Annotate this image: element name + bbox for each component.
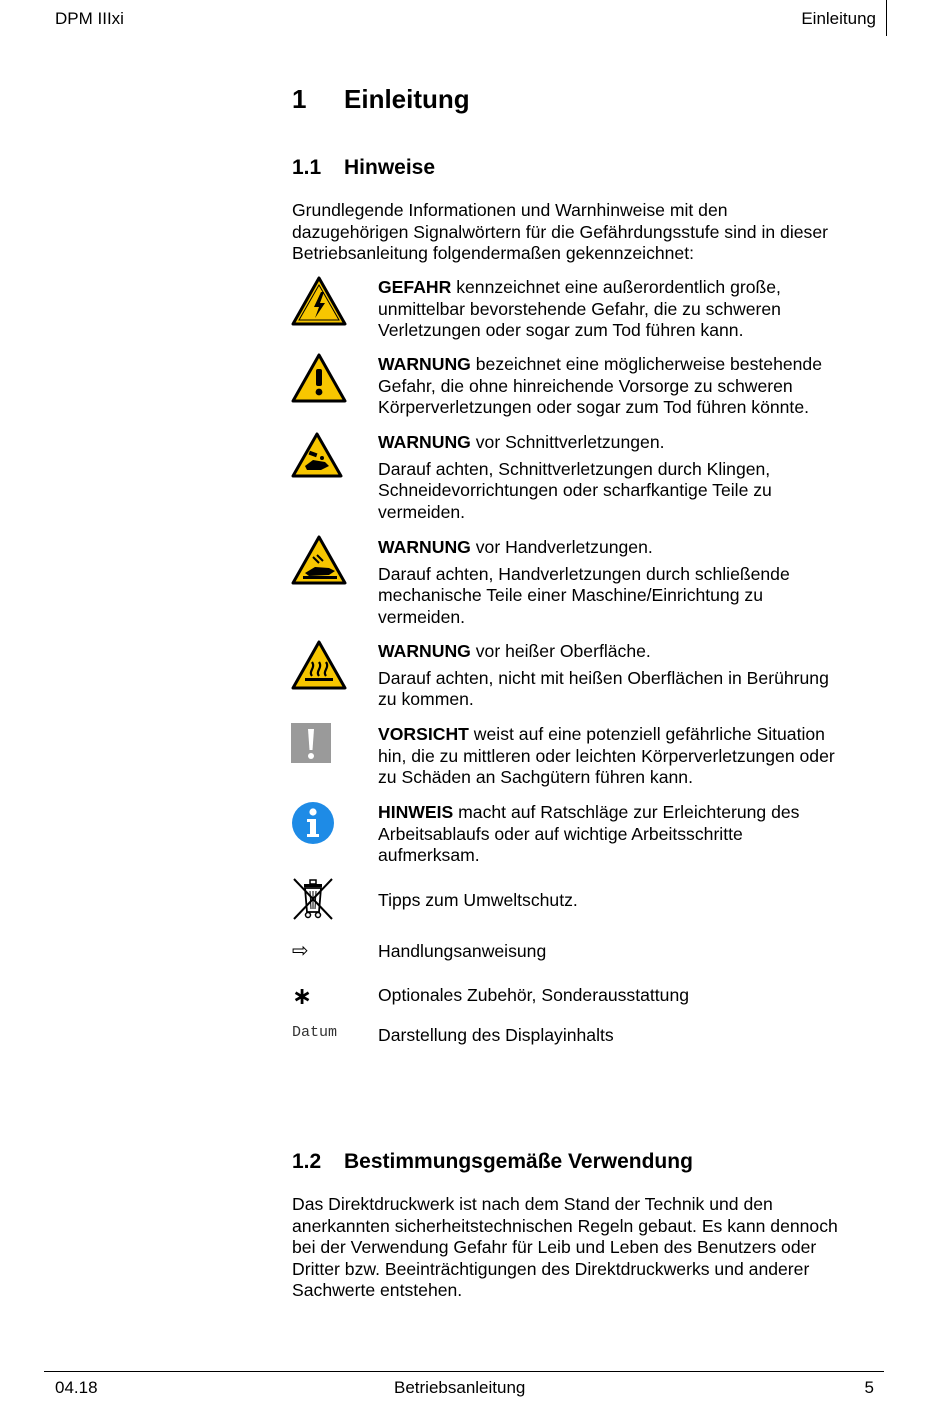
entry-text: kennzeichnet eine außerordentlich große,: [451, 277, 781, 297]
keyword: WARNUNG: [378, 354, 471, 374]
entry-text: mechanische Teile einer Maschine/Einrichtung zu: [378, 585, 763, 605]
entry-warnung: [378, 354, 878, 419]
intro-line: Betriebsanleitung folgendermaßen gekennzeichnet:: [292, 243, 694, 263]
entry-text: weist auf eine potenziell gefährliche Situation: [468, 724, 825, 744]
entry-schnitt: [378, 432, 878, 523]
general-warning-icon: [291, 353, 347, 403]
body-line: Dritter bzw. Beeinträchtigungen des Direktdruckwerks und anderer: [292, 1258, 810, 1279]
entry-text: vermeiden.: [378, 501, 466, 522]
chapter-title: Einleitung: [344, 84, 470, 114]
header-document-name: DPM IIIxi: [55, 9, 124, 28]
entry-text: macht auf Ratschläge zur Erleichterung des: [453, 802, 800, 822]
display-sample: Datum: [292, 1024, 338, 1041]
hand-crush-hazard-icon: [291, 535, 347, 585]
entry-display: Darstellung des Displayinhalts: [378, 1025, 614, 1045]
header-divider: [886, 0, 887, 36]
cut-hazard-icon: [291, 432, 343, 478]
asterisk-symbol: ∗: [292, 982, 313, 1010]
electric-hazard-icon: [291, 276, 347, 326]
entry-text: bezeichnet eine möglicherweise bestehende: [470, 354, 822, 374]
keyword: GEFAHR: [378, 277, 452, 297]
body-line: Das Direktdruckwerk ist nach dem Stand der Technik und den: [292, 1194, 773, 1214]
footer-divider: [44, 1371, 884, 1372]
intro-line: dazugehörigen Signalwörtern für die Gefährdungsstufe sind in dieser: [292, 221, 828, 242]
entry-gefahr: [378, 277, 878, 342]
entry-text: zu Schäden an Sachgütern führen kann.: [378, 767, 693, 787]
entry-text: vor Handverletzungen.: [470, 537, 653, 557]
entry-text: Darauf achten, nicht mit heißen Oberflächen in Berührung: [378, 667, 829, 688]
crossed-bin-icon: [291, 876, 335, 922]
section-body: [292, 1194, 882, 1302]
entry-text: unmittelbar bevorstehende Gefahr, die zu schweren: [378, 298, 781, 319]
entry-text: Gefahr, die ohne hinreichende Vorsorge zu schweren: [378, 375, 793, 396]
entry-text: aufmerksam.: [378, 845, 480, 865]
entry-text: Schneidevorrichtungen oder scharfkantige Teile zu: [378, 480, 772, 500]
keyword: WARNUNG: [378, 432, 471, 452]
intro-line: Grundlegende Informationen und Warnhinweise mit den: [292, 200, 728, 220]
footer-date: 04.18: [55, 1378, 98, 1397]
section-title: Hinweise: [344, 156, 436, 179]
chapter-number: 1: [292, 84, 307, 114]
entry-text: vor heißer Oberfläche.: [470, 641, 651, 661]
hot-surface-icon: [291, 640, 347, 690]
entry-vorsicht: [378, 724, 878, 789]
body-line: bei der Verwendung Gefahr für Leib und Leben des Benutzers oder: [292, 1237, 817, 1257]
caution-exclamation-icon: [291, 723, 331, 763]
entry-text: vor Schnittverletzungen.: [470, 432, 665, 452]
entry-text: Körperverletzungen oder sogar zum Tod führen könnte.: [378, 397, 809, 417]
section-intro: [292, 200, 882, 265]
entry-optional: Optionales Zubehör, Sonderausstattung: [378, 985, 690, 1005]
entry-text: hin, die zu mittleren oder leichten Körperverletzungen oder: [378, 745, 835, 766]
entry-heiss: [378, 641, 878, 711]
section-number: 1.2: [292, 1150, 322, 1173]
info-icon: [291, 801, 335, 845]
entry-text: Arbeitsablaufs oder auf wichtige Arbeitsschritte: [378, 823, 743, 844]
entry-hinweis: [378, 802, 878, 867]
entry-text: Darauf achten, Schnittverletzungen durch Klingen,: [378, 458, 771, 479]
arrow-symbol: ⇨: [292, 938, 309, 962]
keyword: HINWEIS: [378, 802, 454, 822]
page-number: 5: [864, 1378, 874, 1397]
entry-hand: [378, 537, 878, 628]
body-line: Sachwerte entstehen.: [292, 1280, 463, 1300]
section-title: Bestimmungsgemäße Verwendung: [344, 1150, 693, 1173]
entry-umwelt: Tipps zum Umweltschutz.: [378, 890, 578, 910]
entry-text: zu kommen.: [378, 689, 474, 709]
keyword: VORSICHT: [378, 724, 469, 744]
body-line: anerkannten sicherheitstechnischen Regeln gebaut. Es kann dennoch: [292, 1215, 838, 1236]
keyword: WARNUNG: [378, 537, 471, 557]
header-chapter-name: Einleitung: [801, 9, 876, 28]
entry-text: Verletzungen oder sogar zum Tod führen kann.: [378, 320, 744, 340]
section-number: 1.1: [292, 156, 322, 179]
entry-text: vermeiden.: [378, 606, 466, 627]
entry-handlung: Handlungsanweisung: [378, 941, 547, 961]
keyword: WARNUNG: [378, 641, 471, 661]
entry-text: Darauf achten, Handverletzungen durch schließende: [378, 563, 790, 584]
footer-title: Betriebsanleitung: [394, 1378, 526, 1397]
